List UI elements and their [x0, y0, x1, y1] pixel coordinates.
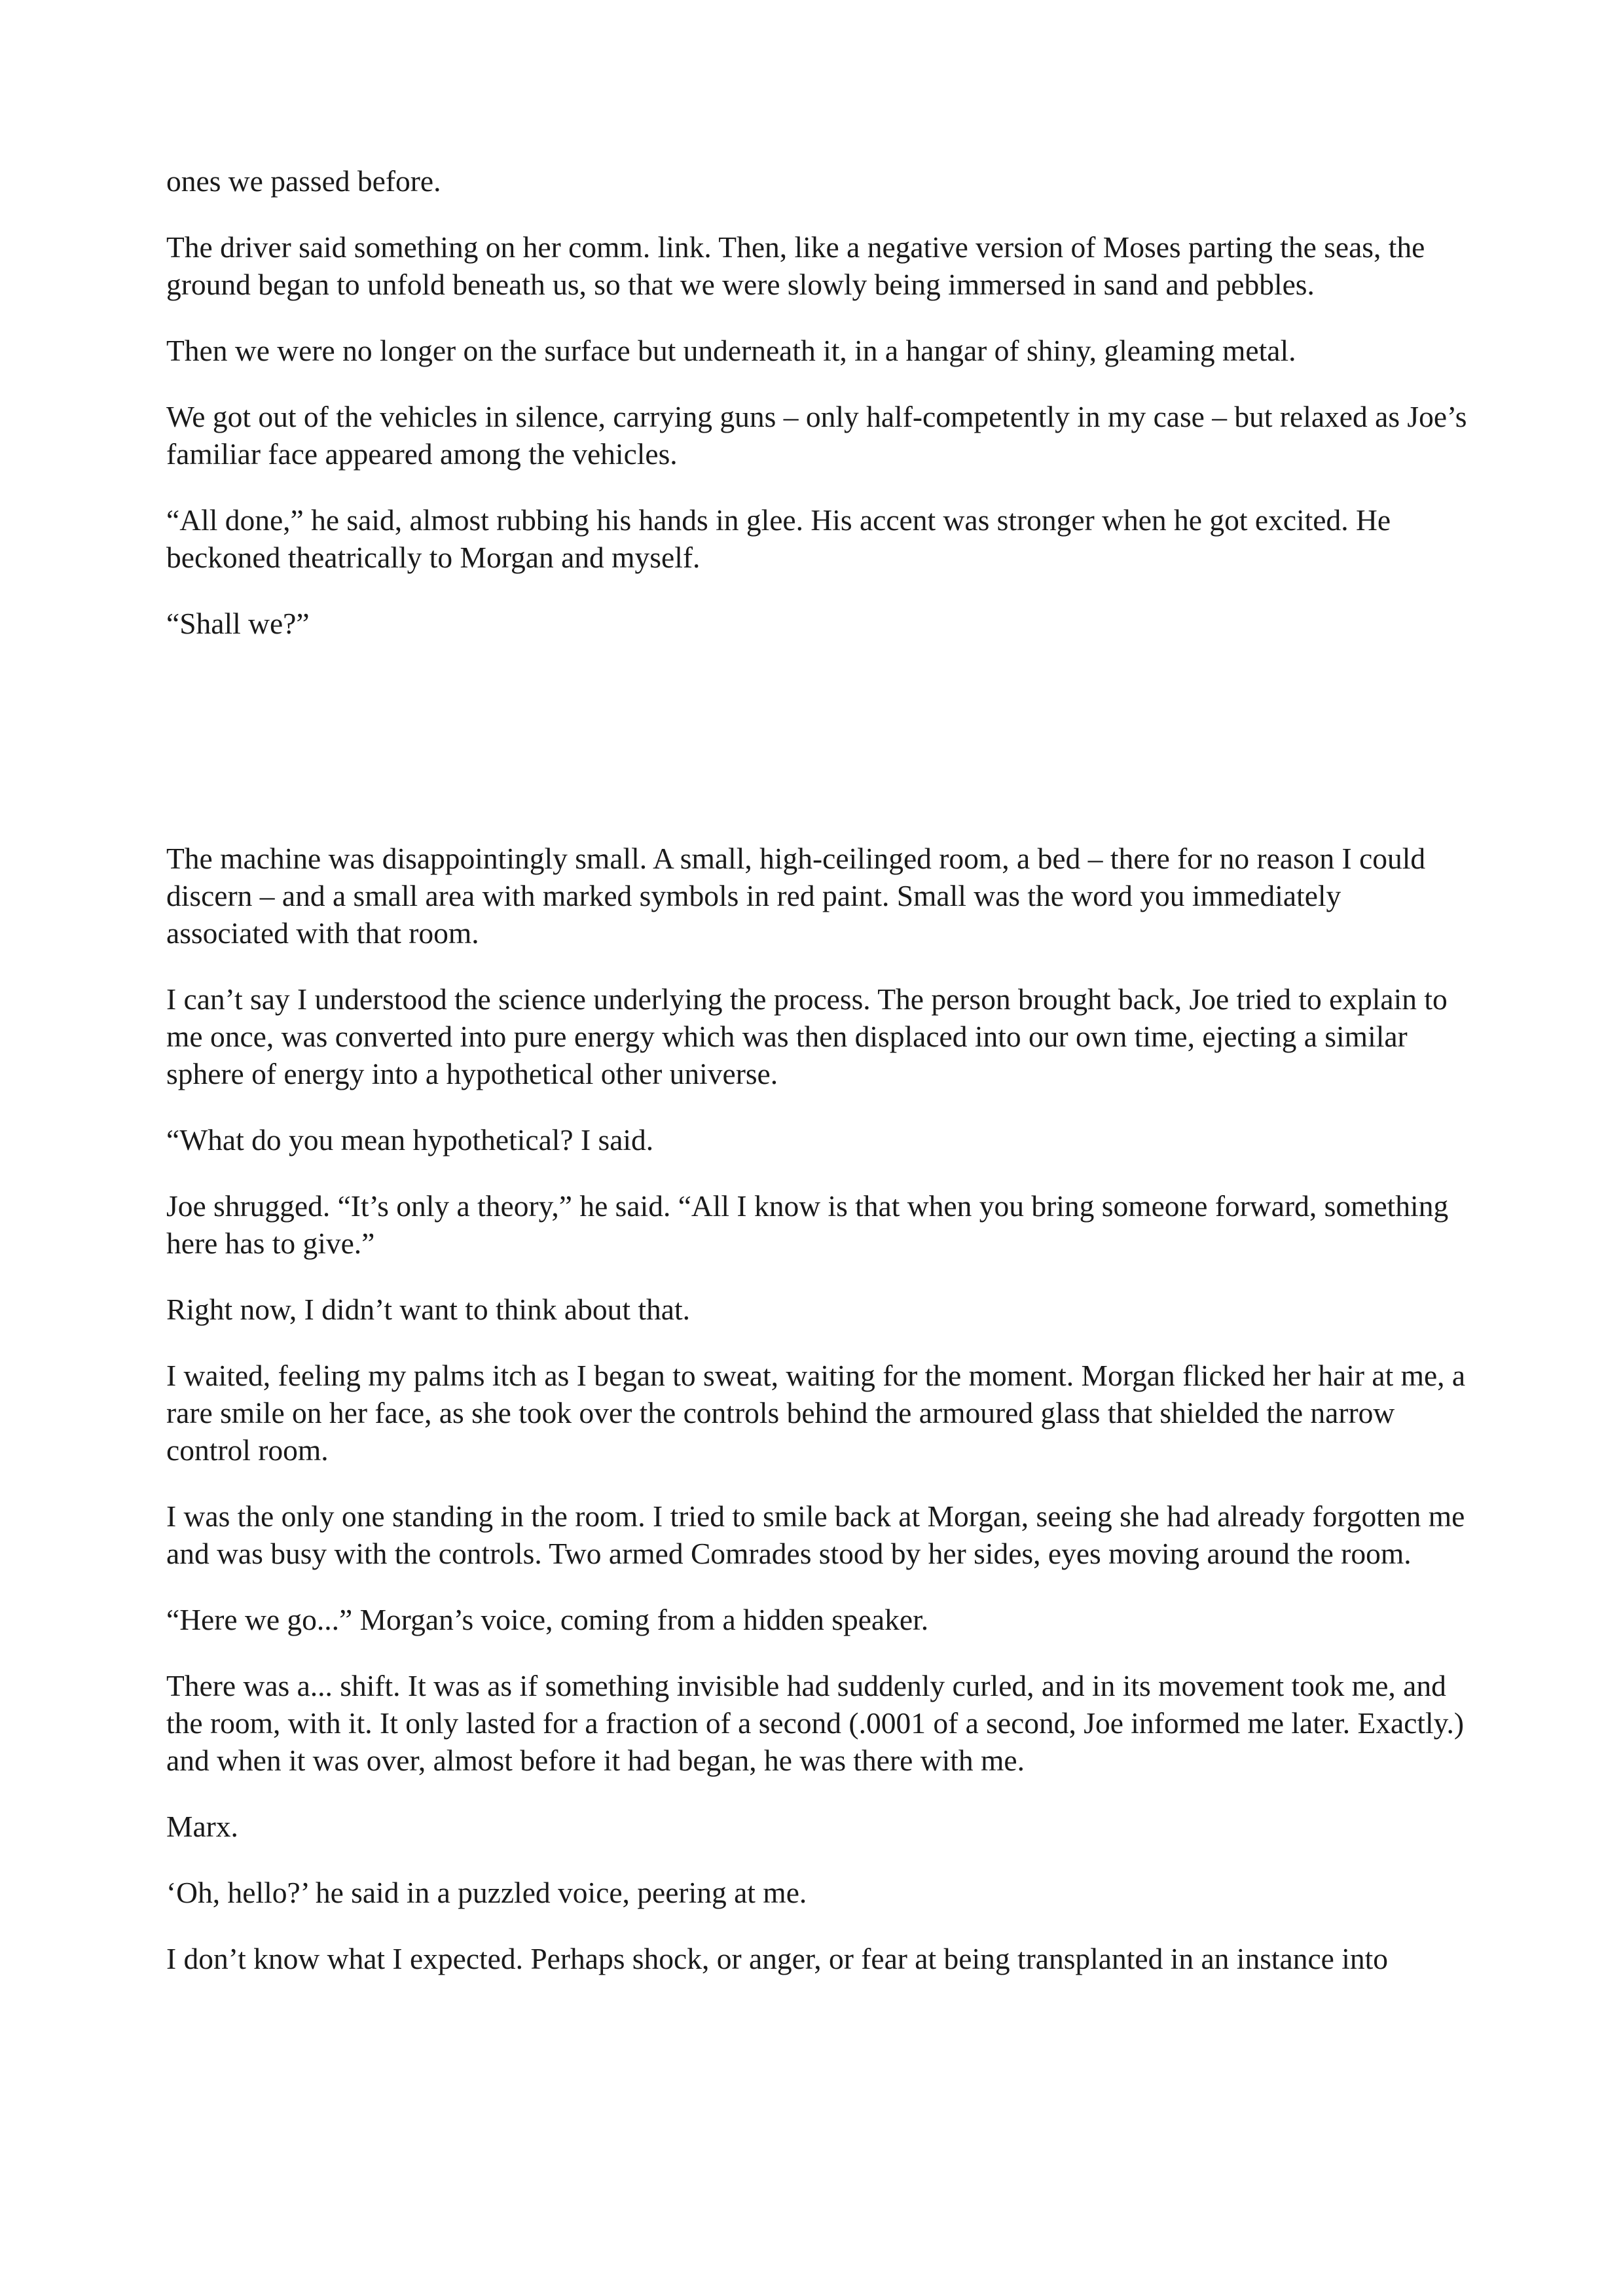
paragraph: I don’t know what I expected. Perhaps shock, or anger, or fear at being transplanted in an instance into [166, 1942, 1389, 1975]
paragraph: I waited, feeling my palms itch as I began to sweat, waiting for the moment. Morgan flicked her hair at me, a rare smile on her face, as she took over the controls behind the armoured glass that shielded the narrow control room. [166, 1359, 1466, 1467]
paragraph: I was the only one standing in the room. I tried to smile back at Morgan, seeing she had already forgotten me and was busy with the controls. Two armed Comrades stood by her sides, eyes moving around the room. [166, 1499, 1465, 1570]
paragraph: I can’t say I understood the science underlying the process. The person brought back, Joe tried to explain to me once, was converted into pure energy which was then displaced into our own time, ejecting a similar sphere of energy into a hypothetical other universe. [166, 982, 1448, 1090]
paragraph: Then we were no longer on the surface but underneath it, in a hangar of shiny, gleaming metal. [166, 334, 1296, 367]
paragraph: The machine was disappointingly small. A small, high-ceilinged room, a bed – there for no reason I could discern – and a small area with marked symbols in red paint. Small was the word you immediately associated with that room. [166, 842, 1426, 950]
body-text [166, 162, 1469, 2006]
paragraph: ‘Oh, hello?’ he said in a puzzled voice, peering at me. [166, 1876, 807, 1909]
paragraph: There was a... shift. It was as if something invisible had suddenly curled, and in its movement took me, and the room, with it. It only lasted for a fraction of a second (.0001 of a second, Joe informed me later. Exactly.) and when it was over, almost before it had began, he was there with me. [166, 1669, 1465, 1777]
paragraph: “All done,” he said, almost rubbing his hands in glee. His accent was stronger when he got excited. He beckoned theatrically to Morgan and myself. [166, 503, 1391, 574]
paragraph: Marx. [166, 1810, 238, 1843]
paragraph: “Shall we?” [166, 607, 310, 640]
paragraph: Joe shrugged. “It’s only a theory,” he said. “All I know is that when you bring someone forward, something here has to give.” [166, 1189, 1449, 1260]
paragraph: The driver said something on her comm. link. Then, like a negative version of Moses parting the seas, the ground began to unfold beneath us, so that we were slowly being immersed in sand and pebbles. [166, 230, 1425, 301]
paragraph: Right now, I didn’t want to think about that. [166, 1293, 690, 1326]
paragraph: “What do you mean hypothetical? I said. [166, 1123, 654, 1157]
paragraph: ones we passed before. [166, 164, 441, 198]
paragraph: We got out of the vehicles in silence, carrying guns – only half-competently in my case – but relaxed as Joe’s familiar face appeared among the vehicles. [166, 400, 1467, 471]
paragraph: “Here we go...” Morgan’s voice, coming from a hidden speaker. [166, 1603, 929, 1636]
